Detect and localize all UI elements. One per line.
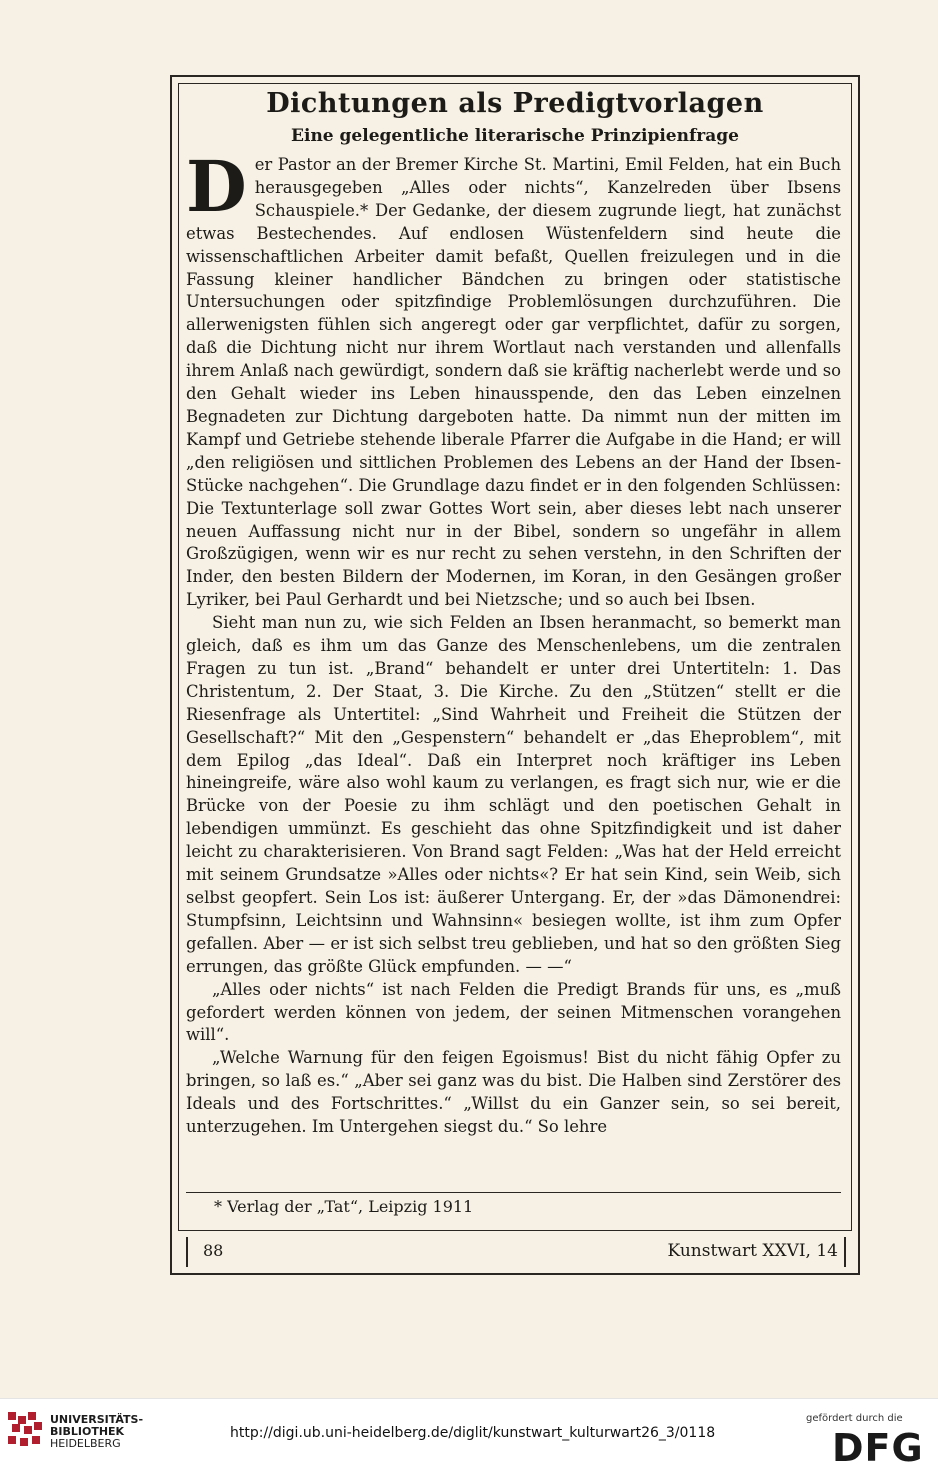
paragraph: „Alles oder nichts“ ist nach Felden die Predigt Brands für uns, es „muß gefordert werden können von jedem, der seinen Mitmenschen vorangehen will“. [186, 979, 841, 1045]
paragraph: „Welche Warnung für den feigen Egoismus! Bist du nicht fähig Opfer zu bringen, so laß es.“ „Aber sei ganz was du bist. Die Halben sind Zerstörer des Ideals und des Fortschrittes.“ „Willst du ein Ganzer sein, so sei bereit, unterzugehen. Im Untergehen siegst du.“ So lehre [186, 1048, 841, 1137]
university-library-name[interactable] [50, 1414, 143, 1450]
article-title: Dichtungen als Predigtvorlagen [266, 88, 764, 119]
article-subtitle: Eine gelegentliche literarische Prinzipienfrage [291, 126, 739, 146]
library-name-line: BIBLIOTHEK [50, 1425, 125, 1438]
funding-label: gefördert durch die [806, 1413, 903, 1424]
dfg-logo[interactable]: DFG [832, 1426, 924, 1470]
university-library-logo-icon[interactable] [6, 1410, 46, 1454]
article-body [186, 145, 841, 1139]
page-number: 88 [203, 1241, 224, 1260]
library-name-line: UNIVERSITÄTS- [50, 1413, 144, 1426]
drop-cap: D [186, 145, 247, 228]
paragraph: Sieht man nun zu, wie sich Felden an Ibsen heranmacht, so bemerkt man gleich, daß es ihm um das Ganze des Menschenlebens, um die zentralen Fragen zu tun ist. „Brand“ behandelt er unter drei Untertiteln: 1. Das Christentum, 2. Der Staat, 3. Die Kirche. Zu den „Stützen“ stellt er die Riesenfrage als Untertitel: „Sind Wahrheit und Freiheit die Stützen der Gesellschaft?“ Mit den „Gespenstern“ behandelt er „das Eheproblem“, mit dem Epilog „das Ideal“. Daß ein Interpret noch kräftiger ins Leben hineingreife, wäre also wohl kaum zu verlangen, es fragt sich nur, wie er die Brücke von der Poesie zu ihm schlägt und den poetischen Gehalt in lebendigen ummünzt. Es geschieht das ohne Spitzfindigkeit und ist daher leicht zu charakterisieren. Von Brand sagt Felden: „Was hat der Held erreicht mit seinem Grundsatze »Alles oder nichts«? Er hat sein Kind, sein Weib, sich selbst geopfert. Sein Los ist: äußerer Untergang. Er, der »das Dämonendrei: Stumpfsinn, Leichtsinn und Wahnsinn« besiegen wollte, ist ihm zum Opfer gefallen. Aber — er ist sich selbst treu geblieben, und hat so den größten Sieg errungen, das größte Glück empfunden. — —“ [186, 613, 841, 976]
source-url-link[interactable]: http://digi.ub.uni-heidelberg.de/diglit/kunstwart_kulturwart26_3/0118 [230, 1425, 716, 1441]
footnote: * Verlag der „Tat“, Leipzig 1911 [214, 1197, 474, 1216]
paragraph [186, 145, 841, 612]
paragraph-text: er Pastor an der Bremer Kirche St. Martini, Emil Felden, hat ein Buch herausgegeben „Alles oder nichts“, Kanzelreden über Ibsens Schauspiele.* Der Gedanke, der diesem zugrunde liegt, hat zunächst etwas Bestechendes. Auf endlosen Wüstenfeldern sind heute die wissenschaftlichen Arbeiter damit befaßt, Quellen freizulegen und in die Fassung kleiner handlicher Bändchen zu bringen oder statistische Untersuchungen oder spitzfindige Problemlösungen durchzuführen. Die allerwenigsten fühlen sich angeregt oder gar verpflichtet, dafür zu sorgen, daß die Dichtung nicht nur ihrem Wortlaut nach verstanden und allenfalls ihrem Anlaß nach gewürdigt, sondern daß sie kräftig nacherlebt werde und so den Gehalt wieder ins Leben hinausspende, den das Leben einzelnen Begnadeten zur Dichtung dargeboten hatte. Da nimmt nun der mitten im Kampf und Getriebe stehende liberale Pfarrer die Aufgabe in die Hand; er will „den religiösen und sittlichen Problemen des Lebens an der Hand der Ibsen-Stücke nachgehen“. Die Grundlage dazu findet er in den folgenden Schlüssen: Die Textunterlage soll zwar Gottes Wort sein, aber dieses lebt nach unserer neuen Auffassung nicht nur in der Bibel, sondern so ungefähr in allem Großzügigen, wenn wir es nur recht zu sehen verstehn, in den Schriften der Inder, den besten Bildern der Modernen, im Koran, in den Gesängen großer Lyriker, bei Paul Gerhardt und bei Nietzsche; und so auch bei Ibsen. [186, 155, 841, 610]
library-name-line: HEIDELBERG [50, 1437, 121, 1450]
footnote-divider [186, 1192, 841, 1193]
journal-reference: Kunstwart XXVI, 14 [667, 1241, 838, 1261]
